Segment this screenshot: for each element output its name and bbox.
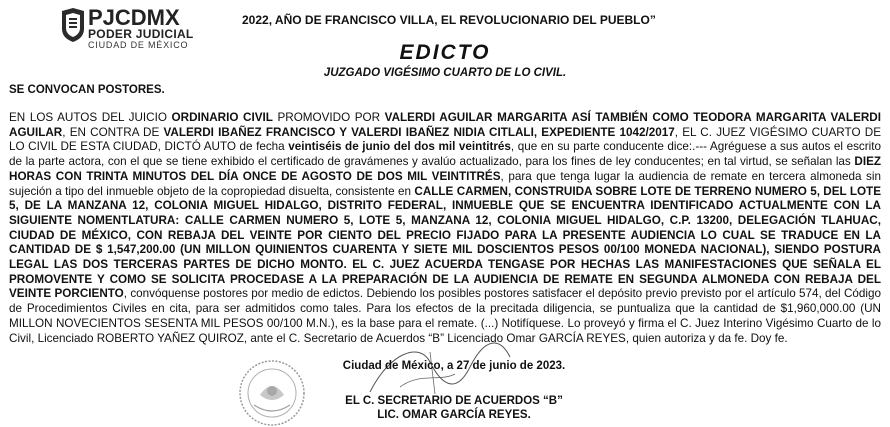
body-text-run: , para que tenga lugar la audiencia de remate en tercera almoneda sin sujeción a tipo del inmueble objeto de la copropiedad disuelta, consistente en	[9, 169, 881, 198]
order-date: veintiséis de junio del dos mil veintitrés	[288, 140, 511, 154]
logo-wordmark: PJCDMX	[88, 5, 180, 30]
place-and-date: Ciudad de México, a 27 de junio de 2023.	[342, 360, 566, 372]
body-text-run: , convóquense postores por medio de edictos. Debiendo los posibles postores satisfacer el depósito previo previsto por el artículo 574, del Código de Procedimientos Civiles en cita, para ser admitidos como tales. Para los efectos de la precitada diligencia, se puntualiza que la cantidad de $1,960,000.00 (UN MILLON NOVECIENTOS SESENTA MIL PESOS 00/100 M.N.), es la base para el remate. (...) Notifíquese. Lo proveyó y firma el C. Juez Interino Vigésimo Cuarto de lo Civil, Licenciado ROBERTO YAÑEZ QUIROZ, ante el C. Secretario de Acuerdos “B” Licenciado Omar GARCÍA REYES, quien autoriza y da fe. Doy fe.	[9, 287, 881, 345]
auction-datetime: DIEZ HORAS CON TRINTA MINUTOS DEL DÍA ONCE DE AGOSTO DE DOS MIL VEINTITRÉS	[9, 155, 881, 183]
trial-type: ORDINARIO CIVIL	[171, 111, 273, 124]
body-text-run: PROMOVIDO POR	[272, 111, 385, 124]
edict-body	[9, 111, 881, 346]
year-motto-header: 2022, AÑO DE FRANCISCO VILLA, EL REVOLUCIONARIO DEL PUEBLO”	[242, 13, 656, 27]
logo-location: CIUDAD DE MÉXICO	[88, 40, 189, 50]
plaintiffs: VALERDI AGUILAR MARGARITA ASÍ TAMBIÉN COMO TEODORA MARGARITA VALERDI AGUILAR	[9, 111, 881, 139]
body-text-run: , EL C. JUEZ VIGÉSIMO CUARTO DE LO CIVIL DE ESTA CIUDAD, DICTÓ AUTO de fecha	[9, 125, 881, 154]
pjcdmx-emblem-icon	[60, 7, 86, 43]
convocation-heading: SE CONVOCAN POSTORES.	[9, 84, 165, 96]
document-title: EDICTO	[399, 41, 491, 64]
body-text-run: , que en su parte conducente dice:.--- Agréguese a sus autos el escrito de la parte actora, con el que se tiene exhibido el certificado de gravámenes y avalúo actualizado, para los fines de ley conducentes; en tal virtud, se señalan las	[9, 140, 882, 169]
logo-subtitle: PODER JUDICIAL	[88, 27, 194, 41]
body-text-run: , EN CONTRA DE	[62, 125, 164, 139]
court-name: JUZGADO VIGÉSIMO CUARTO DE LO CIVIL.	[323, 67, 567, 79]
defendants-and-case-number: VALERDI IBAÑEZ FRANCISCO Y VALERDI IBAÑEZ NIDIA CITLALI, EXPEDIENTE 1042/2017	[163, 125, 675, 139]
property-description: CALLE CARMEN, CONSTRUIDA SOBRE LOTE DE TERRENO NUMERO 5, DEL LOTE 5, DE LA MANZANA 12, COLONIA MIGUEL HIDALGO, DISTRITO FEDERAL, INMUEBLE QUE SE ENCUENTRA IDENTIFICADO ACTUALMENTE CON LA SIGUIENTE NOMENTLATURA: CALLE CARMEN NUMERO 5, LOTE 5, MANZANA 12, COLONIA MIGUEL HIDALGO, C.P. 13200, DELEGACIÓN TLAHUAC, CIUDAD DE MÉXICO, CON REBAJA DEL VEINTE POR CIENTO DEL PRECIO FIJADO PARA LA PRESENTE AUDIENCIA LO CUAL SE TRADUCE EN LA CANTIDAD DE $ 1,547,200.00 (UN MILLON QUINIENTOS CUARENTA Y SIETE MIL DOSCIENTOS PESOS 00/100 MONEDA NACIONAL), SIENDO POSTURA LEGAL LAS DOS TERCERAS PARTES DE DICHO MONTO. EL C. JUEZ ACUERDA TENGASE POR HECHAS LAS MANIFESTACIONES QUE SEÑALA EL PROMOVENTE Y COMO SE SOLICITA PROCEDASE A LA PREPARACIÓN DE LA AUDIENCIA DE REMATE EN SEGUNDA ALMONEDA CON REBAJA DEL VEINTE PORCIENTO	[9, 184, 881, 301]
body-text-run: EN LOS AUTOS DEL JUICIO	[9, 111, 172, 124]
signatory-title: EL C. SECRETARIO DE ACUERDOS “B”	[345, 395, 563, 407]
signatory-name: LIC. OMAR GARCÍA REYES.	[377, 409, 531, 421]
